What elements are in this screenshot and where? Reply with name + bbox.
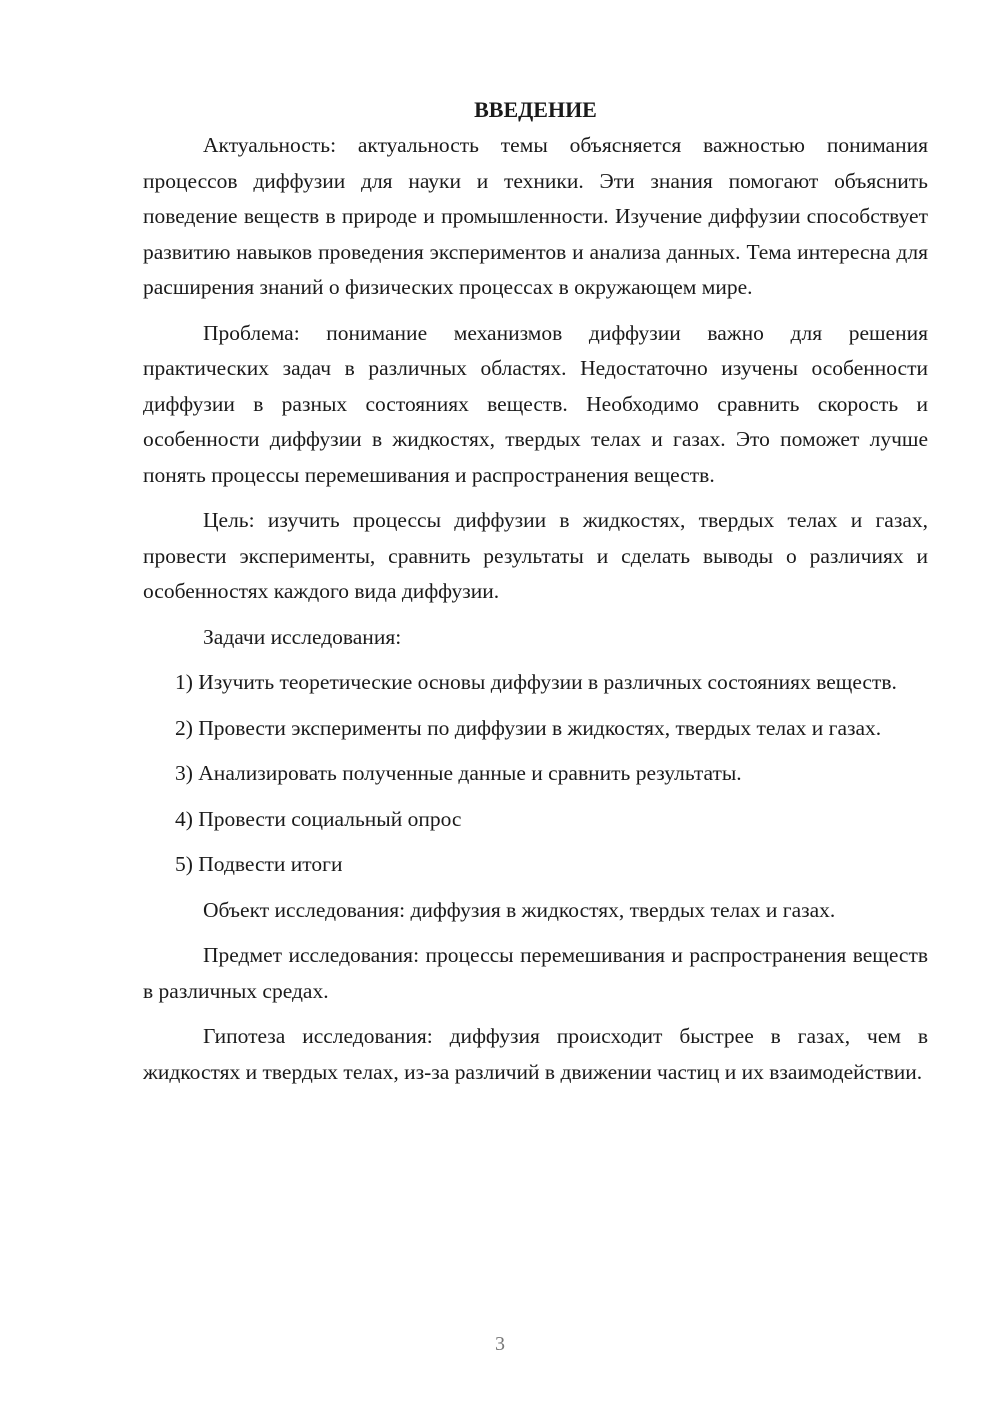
page-number: 3 [495, 1333, 505, 1355]
paragraph-hypothesis: Гипотеза исследования: диффузия происходит быстрее в газах, чем в жидкостях и твердых телах, из-за различий в движении частиц и их взаимодействии. [143, 1024, 928, 1084]
task-item: 2) Провести эксперименты по диффузии в жидкостях, твердых телах и газах. [175, 715, 882, 740]
paragraph-object: Объект исследования: диффузия в жидкостях, твердых телах и газах. [203, 897, 836, 922]
task-item: 5) Подвести итоги [175, 852, 343, 876]
task-item: 4) Провести социальный опрос [175, 806, 462, 831]
task-item: 1) Изучить теоретические основы диффузии в различных состояниях веществ. [175, 670, 897, 694]
section-title: ВВЕДЕНИЕ [474, 97, 597, 122]
page-content [143, 92, 928, 1100]
paragraph-problem: Проблема: понимание механизмов диффузии важно для решения практических задач в различных областях. Недостаточно изучены особенности диффузии в разных состояниях веществ. Необходимо сравнить скорость и особенности диффузии в жидкостях, твердых телах и газах. Это поможет лучше понять процессы перемешивания и распространения веществ. [143, 320, 928, 487]
paragraph-goal: Цель: изучить процессы диффузии в жидкостях, твердых телах и газах, провести эксперименты, сравнить результаты и сделать выводы о различиях и особенностях каждого вида диффузии. [143, 508, 928, 603]
paragraph-subject: Предмет исследования: процессы перемешивания и распространения веществ в различных средах. [143, 943, 928, 1003]
tasks-heading: Задачи исследования: [203, 624, 402, 649]
task-item: 3) Анализировать полученные данные и сравнить результаты. [175, 761, 742, 785]
paragraph-relevance: Актуальность: актуальность темы объясняется важностью понимания процессов диффузии для науки и техники. Эти знания помогают объяснить поведение веществ в природе и промышленности. Изучение диффузии способствует развитию навыков проведения экспериментов и анализа данных. Тема интересна для расширения знаний о физических процессах в окружающем мире. [143, 133, 928, 299]
